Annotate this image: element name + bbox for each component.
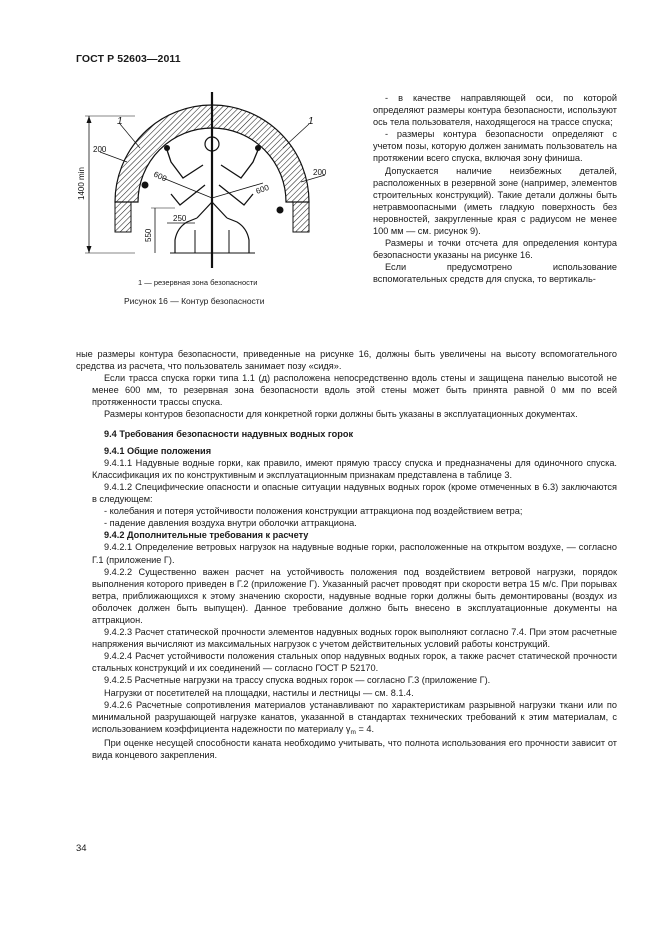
dim-250-label: 250: [173, 214, 187, 223]
safety-contour-figure: [75, 90, 330, 295]
paragraph: Нагрузки от посетителей на площадки, настилы и лестницы — см. 8.1.4.: [104, 687, 414, 698]
paragraph: 9.4.2.1 Определение ветровых нагрузок на надувные водные горки, расположенные на открытом воздухе, — согласно Г.1 (приложение Г).: [92, 542, 617, 565]
figure-legend: 1 — резервная зона безопасности: [138, 278, 258, 287]
body-text: [76, 348, 617, 761]
list-item: - падение давления воздуха внутри оболочки аттракциона.: [104, 518, 357, 529]
marker-right-label: 1: [308, 116, 314, 127]
list-item: - колебания и потеря устойчивости положения конструкции аттракциона под воздействием ветра;: [104, 506, 523, 517]
page-number: 34: [76, 843, 87, 854]
dim-600-left-label: 600: [152, 169, 169, 184]
dim-height-label: 1400 min: [77, 167, 86, 200]
dim-200-right-label: 200: [313, 168, 327, 177]
dim-550-label: 550: [144, 228, 153, 242]
list-item: - размеры контура безопасности определяют с учетом позы, которую должен занимать пользователь на протяжении всего спуска, включая зону финиша.: [373, 129, 617, 164]
paragraph: 9.4.2.3 Расчет статической прочности элементов надувных водных горок выполняют согласно 7.4. При этом расчетные напряжения вычисляют из максимальных нагрузок с учетом действительных условий работы конструкций.: [92, 627, 617, 650]
dim-200-left-label: 200: [93, 145, 107, 154]
subscript: m: [350, 728, 356, 736]
paragraph-text: = 4.: [355, 723, 375, 734]
right-column: [373, 92, 617, 286]
subsection-heading: 9.4.1 Общие положения: [104, 445, 212, 456]
section-heading: 9.4 Требования безопасности надувных водных горок: [104, 428, 354, 439]
paragraph: Если трасса спуска горки типа 1.1 (д) расположена непосредственно вдоль стены и защищена панелью высотой не менее 600 мм, то резервная зона безопасности вдоль этой стены может быть принята равной 0 мм по всей протяженности трассы спуска.: [92, 373, 617, 408]
list-item: - в качестве направляющей оси, по которой определяют размеры контура безопасности, используют ось тела пользователя, находящегося на трассе спуска;: [373, 93, 617, 128]
paragraph: 9.4.2.5 Расчетные нагрузки на трассу спуска водных горок — согласно Г.3 (приложение Г).: [104, 675, 491, 686]
paragraph: Если предусмотрено использование вспомогательных средств для спуска, то вертикаль-: [373, 262, 617, 285]
paragraph: [92, 699, 617, 737]
paragraph: Допускается наличие неизбежных деталей, расположенных в резервной зоне (например, элементов строительных конструкций). Такие детали должны быть нетравмоопасными (иметь гладкую поверхность без неровностей, закругленные края с радиусом не менее 100 мм — см. рисунок 9).: [373, 165, 617, 237]
paragraph: При оценке несущей способности каната необходимо учитывать, что полнота использования его прочности зависит от вида концевого закрепления.: [92, 737, 617, 760]
paragraph: 9.4.2.4 Расчет устойчивости положения стальных опор надувных водных горок, а также расчет статической прочности стальных конструкций и их соединений — согласно ГОСТ Р 52170.: [92, 651, 617, 674]
paragraph: Размеры контуров безопасности для конкретной горки должны быть указаны в эксплуатационных документах.: [104, 409, 578, 420]
paragraph-text: 9.4.2.6 Расчетные сопротивления материалов устанавливают по характеристикам разрывной нагрузки ткани или по минимальной разрушающей нагрузке канатов, указанной в стандартах технических требований к этим материалам, с использованием коэффициента надежности по материалу γ: [92, 699, 617, 734]
figure-caption: Рисунок 16 — Контур безопасности: [124, 296, 265, 306]
paragraph: 9.4.2.2 Существенно важен расчет на устойчивость положения под воздействием ветровой нагрузки, порядок выполнения которого приведен в Г.2 (приложение Г). Указанный расчет проводят при скорости ветра 15 м/с. При порывах ветра, приближающихся к этому значению скорости, надувные водные горки должны быть демонтированы (воздух из оболочек должен быть выпущен). Данное требование должно быть внесено в эксплуатационные документы на аттракцион.: [92, 566, 617, 625]
dim-600-right-label: 600: [254, 182, 271, 196]
document-header: ГОСТ Р 52603—2011: [76, 53, 181, 65]
paragraph: ные размеры контура безопасности, приведенные на рисунке 16, должны быть увеличены на высоту вспомогательного средства из расчета, что пользователь занимает позу «сидя».: [76, 349, 617, 372]
subsection-heading: 9.4.2 Дополнительные требования к расчету: [104, 530, 309, 541]
paragraph: 9.4.1.1 Надувные водные горки, как правило, имеют прямую трассу спуска и предназначены для одиночного спуска. Классификация их по конструктивным и эксплуатационным признакам представлена в таблице 3.: [92, 457, 617, 480]
paragraph: Размеры и точки отсчета для определения контура безопасности указаны на рисунке 16.: [373, 238, 617, 261]
marker-left-label: 1: [117, 116, 123, 127]
paragraph: 9.4.1.2 Специфические опасности и опасные ситуации надувных водных горок (кроме отмеченных в 6.3) заключаются в следующем:: [92, 481, 617, 505]
